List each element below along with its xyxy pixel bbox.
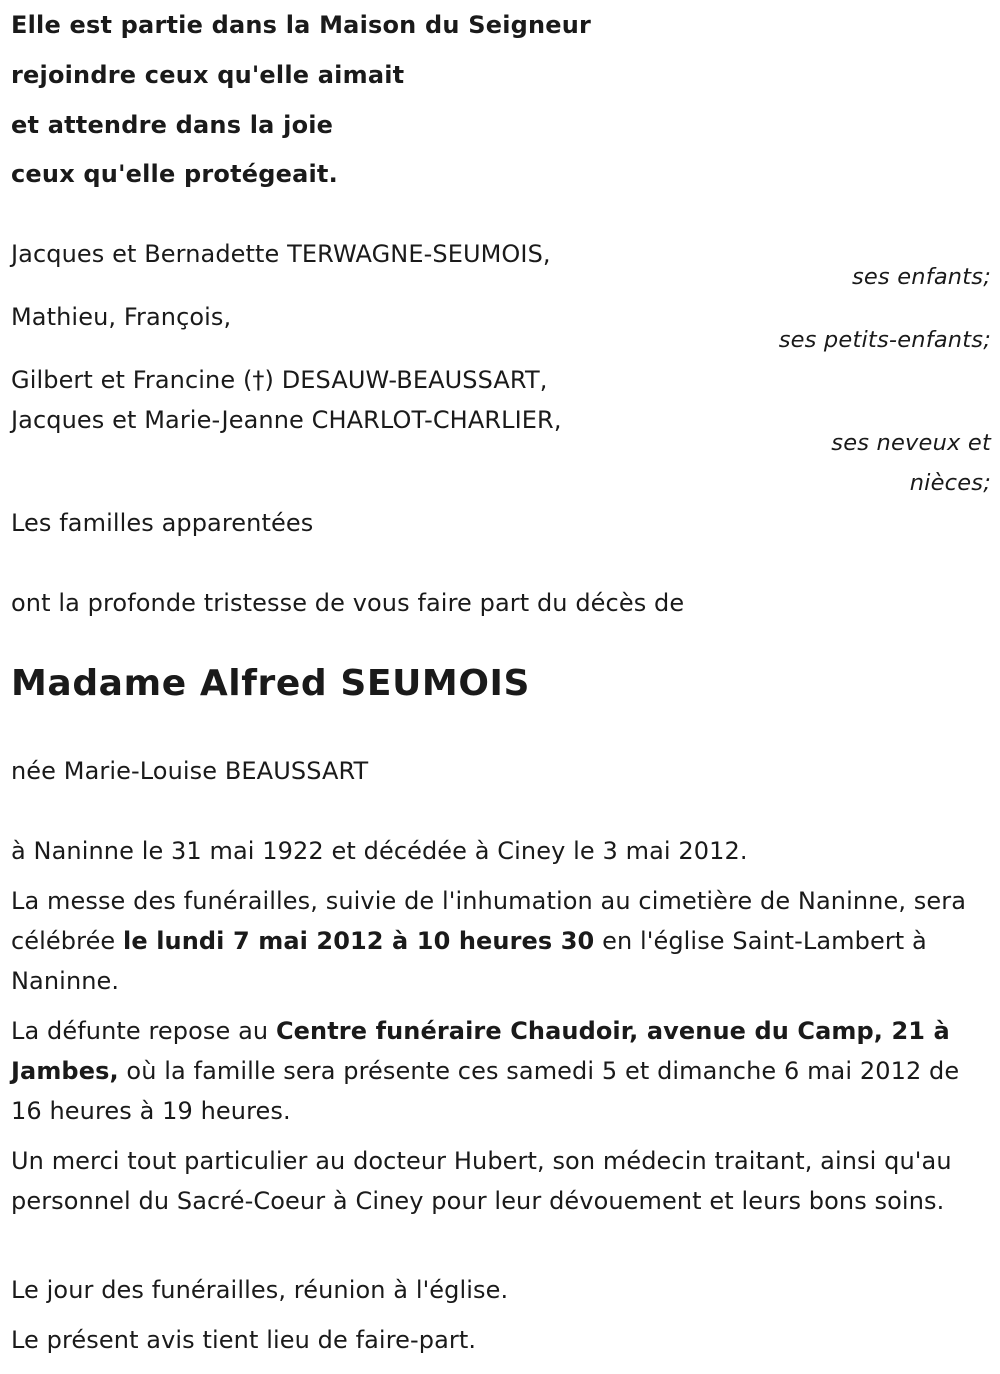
verse-line-3: et attendre dans la joie <box>11 111 334 139</box>
relatives-line: Les familles apparentées <box>11 509 314 537</box>
verse-line-2: rejoindre ceux qu'elle aimait <box>11 61 405 89</box>
birth-death-line: à Naninne le 31 mai 1922 et décédée à Ciney le 3 mai 2012. <box>11 837 748 865</box>
funeral-mass-text: La messe des funérailles, suivie de l'inhumation au cimetière de Naninne, sera célébrée <box>11 887 967 955</box>
grandchildren-names: Mathieu, François, <box>11 303 232 331</box>
repose-paragraph <box>11 1011 996 1131</box>
repose-hours: où la famille sera présente ces samedi 5 et dimanche 6 mai 2012 de 16 heures à 19 heures. <box>11 1057 960 1125</box>
maiden-name: née Marie-Louise BEAUSSART <box>11 757 369 785</box>
nephews-names-1: Gilbert et Francine (†) DESAUW-BEAUSSART, <box>11 366 548 394</box>
verse-line-1: Elle est partie dans la Maison du Seigneur <box>11 11 592 39</box>
children-names: Jacques et Bernadette TERWAGNE-SEUMOIS, <box>11 240 551 268</box>
verse-line-4: ceux qu'elle protégeait. <box>11 160 338 188</box>
announcement-line: ont la profonde tristesse de vous faire part du décès de <box>11 589 685 617</box>
funeral-mass-paragraph <box>11 881 996 1001</box>
repose-location: Centre funéraire Chaudoir, avenue du Camp, 21 à Jambes, <box>11 1017 950 1085</box>
nephews-role-2: nièces; <box>909 470 991 496</box>
funeral-mass-date: le lundi 7 mai 2012 à 10 heures 30 <box>123 927 595 955</box>
nephews-names-2: Jacques et Marie-Jeanne CHARLOT-CHARLIER, <box>11 406 562 434</box>
children-role: ses enfants; <box>851 264 991 290</box>
notice-line: Le présent avis tient lieu de faire-part. <box>11 1326 477 1354</box>
grandchildren-role: ses petits-enfants; <box>778 327 991 353</box>
nephews-role-1: ses neveux et <box>831 430 991 456</box>
repose-text: La défunte repose au <box>11 1017 276 1045</box>
funeral-mass-location: en l'église Saint-Lambert à Naninne. <box>11 927 927 995</box>
deceased-name: Madame Alfred SEUMOIS <box>11 663 531 704</box>
reunion-line: Le jour des funérailles, réunion à l'église. <box>11 1276 509 1304</box>
obituary-notice <box>11 0 991 1374</box>
thanks-paragraph: Un merci tout particulier au docteur Hubert, son médecin traitant, ainsi qu'au personnel du Sacré-Coeur à Ciney pour leur dévouement et leurs bons soins. <box>11 1147 952 1215</box>
